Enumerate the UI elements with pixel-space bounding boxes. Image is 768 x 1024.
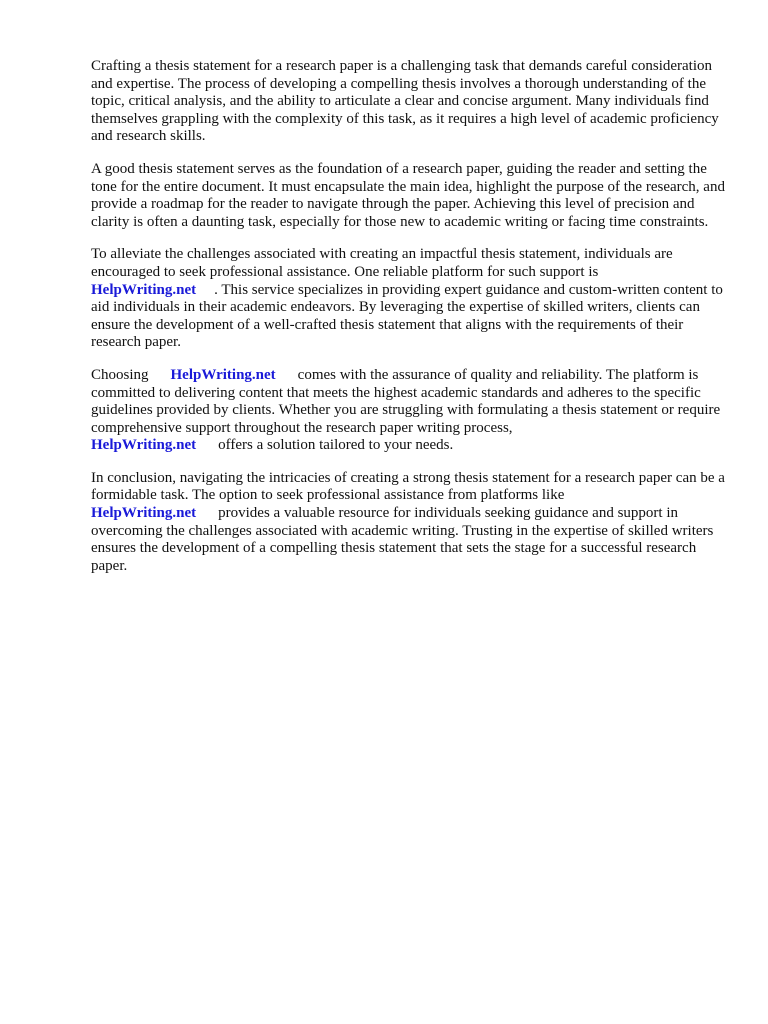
paragraph-3-text-after: . This service specializes in providing expert guidance and custom-written content to aid individuals in their academic endeavors. By leveraging the expertise of skilled writers, clients can ensure the development of a well-crafted thesis statement that aligns with the requirements of their research paper.	[91, 281, 723, 351]
document-body	[91, 58, 731, 590]
paragraph-4-text-middle: comes with the assurance of quality and reliability. The platform is committed to delivering content that meets the highest academic standards and adheres to the specific guidelines provided by clients. Whether you are struggling with formulating a thesis statement or require comprehensive support throughout the research paper writing process,	[91, 366, 721, 436]
paragraph-4-text-after: offers a solution tailored to your needs.	[218, 437, 454, 454]
paragraph-5-text-after: provides a valuable resource for individuals seeking guidance and support in overcoming the challenges associated with academic writing. Trusting in the expertise of skilled writers ensures the development of a compelling thesis statement that sets the stage for a successful research paper.	[91, 505, 714, 574]
paragraph-4	[91, 367, 731, 455]
helpwriting-link[interactable]: HelpWriting.net	[170, 366, 276, 383]
paragraph-5-text-before: In conclusion, navigating the intricacies of creating a strong thesis statement for a research paper can be a formidable task. The option to seek professional assistance from platforms like	[91, 469, 725, 504]
paragraph-4-text-before: Choosing	[91, 366, 149, 383]
paragraph-2-text: A good thesis statement serves as the foundation of a research paper, guiding the reader and setting the tone for the entire document. It must encapsulate the main idea, highlight the purpose of the research, and provide a roadmap for the reader to navigate through the paper. Achieving this level of precision and clarity is often a daunting task, especially for those new to academic writing or facing time constraints.	[91, 160, 725, 230]
paragraph-3	[91, 246, 731, 352]
helpwriting-link[interactable]: HelpWriting.net	[91, 437, 197, 454]
paragraph-1-text: Crafting a thesis statement for a research paper is a challenging task that demands careful consideration and expertise. The process of developing a compelling thesis involves a thorough understanding of the topic, critical analysis, and the ability to articulate a clear and concise argument. Many individuals find themselves grappling with the complexity of this task, as it requires a high level of academic proficiency and research skills.	[91, 58, 719, 145]
helpwriting-link[interactable]: HelpWriting.net	[91, 281, 197, 298]
paragraph-3-text-before: To alleviate the challenges associated with creating an impactful thesis statement, individuals are encouraged to seek professional assistance. One reliable platform for such support is	[91, 246, 673, 280]
helpwriting-link[interactable]: HelpWriting.net	[91, 505, 197, 522]
paragraph-2	[91, 161, 731, 231]
paragraph-5	[91, 470, 731, 576]
paragraph-1	[91, 58, 731, 146]
